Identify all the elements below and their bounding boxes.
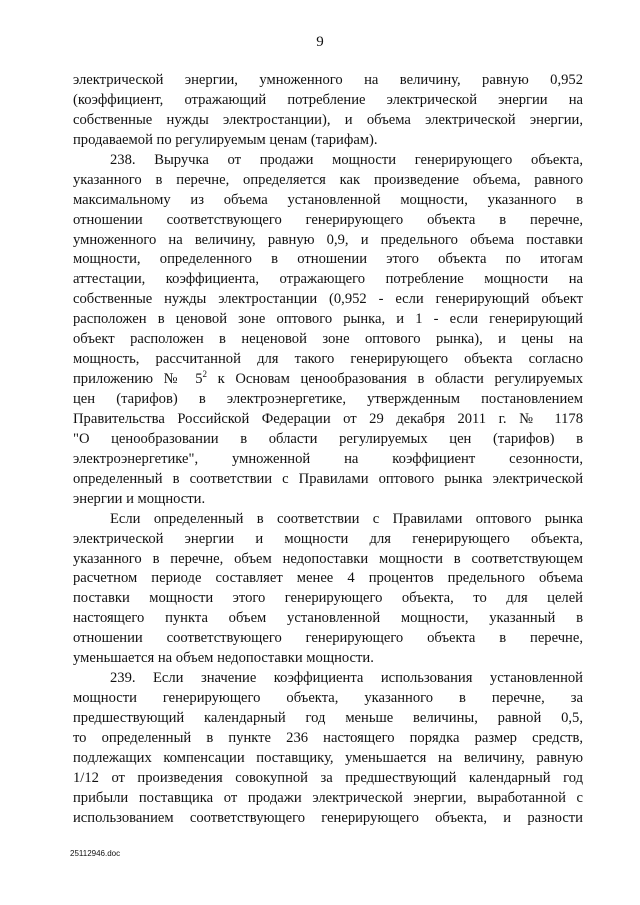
text-line: электрической энергии и мощности для генерирующего объекта,	[73, 530, 583, 547]
text-line: 239. Если значение коэффициента использования установленной	[110, 670, 583, 687]
text-line: расчетном периоде составляет менее 4 процентов предельного объема	[73, 570, 583, 587]
text-line: цен (тарифов) в электроэнергетике, утвержденным постановлением	[73, 391, 583, 407]
text-line: то определенный в пункте 236 настоящего порядка размер средств,	[73, 729, 583, 746]
text-line: расположен в ценовой зоне оптового рынка, и 1 - если генерирующий	[73, 311, 583, 328]
text-line: подлежащих компенсации поставщику, уменьшается на величину, равную	[73, 749, 583, 766]
text-line: отношении соответствующего генерирующего объекта в перечне,	[73, 630, 583, 647]
text-line: указанного в перечне, объем недопоставки мощности в соответствующем	[73, 550, 583, 567]
text-line: собственные нужды электростанции), и объема электрической энергии,	[73, 111, 583, 128]
text-line: электроэнергетике", умноженной на коэффициент сезонности,	[73, 450, 583, 467]
text-line: указанного в перечне, определяется как произведение объема, равного	[73, 171, 583, 188]
text-line	[73, 370, 583, 390]
text-line: Если определенный в соответствии с Правилами оптового рынка	[110, 510, 583, 527]
text-line: "О ценообразовании в области регулируемых цен (тарифов) в	[73, 430, 583, 447]
text-line: мощности, определенного в отношении этого объекта по итогам	[73, 251, 583, 268]
text-line: мощность, рассчитанной для такого генерирующего объекта согласно	[73, 351, 583, 368]
text-line: умноженного на величину, равную 0,9, и предельного объема поставки	[73, 231, 583, 248]
document-body	[73, 71, 583, 829]
text-line: собственные нужды электростанции (0,952 - если генерирующий объект	[73, 291, 583, 308]
text-line: продаваемой по регулируемым ценам (тарифам).	[73, 131, 378, 148]
superscript: 2	[202, 369, 207, 380]
text-line: мощности генерирующего объекта, указанного в перечне, за	[73, 690, 583, 707]
text-line: 1/12 от произведения совокупной за предшествующий календарный год	[73, 769, 583, 786]
text-line: Правительства Российской Федерации от 29 декабря 2011 г. № 1178	[73, 410, 583, 427]
text-line: (коэффициент, отражающий потребление электрической энергии на	[73, 91, 583, 108]
text-line: определенный в соответствии с Правилами оптового рынка электрической	[73, 470, 583, 487]
page-number: 9	[316, 34, 324, 50]
text-line: 238. Выручка от продажи мощности генерирующего объекта,	[110, 151, 583, 168]
text-line: поставки мощности этого генерирующего объекта, то для целей	[73, 590, 583, 607]
text-segment: к Основам ценообразования в области регулируемых	[207, 371, 583, 388]
text-line: прибыли поставщика от продажи электрической энергии, выработанной с	[73, 789, 583, 806]
text-segment: приложению № 5	[73, 371, 203, 388]
text-line: настоящего пункта объем установленной мощности, указанный в	[73, 610, 583, 627]
text-line: энергии и мощности.	[73, 490, 206, 507]
text-line: отношении соответствующего генерирующего объекта в перечне,	[73, 211, 583, 228]
text-line: уменьшается на объем недопоставки мощности.	[73, 650, 374, 667]
text-line: аттестации, коэффициента, отражающего потребление мощности на	[73, 271, 583, 288]
text-line: электрической энергии, умноженного на величину, равную 0,952	[73, 72, 583, 88]
file-name-footer: 25112946.doc	[70, 849, 121, 858]
text-line: использованием соответствующего генерирующего объекта, и разности	[73, 809, 583, 826]
text-line: максимальному из объема установленной мощности, указанного в	[73, 191, 583, 208]
text-line: предшествующий календарный год меньше величины, равной 0,5,	[73, 710, 583, 726]
text-line: объект расположен в неценовой зоне оптового рынка), и цены на	[73, 331, 583, 348]
